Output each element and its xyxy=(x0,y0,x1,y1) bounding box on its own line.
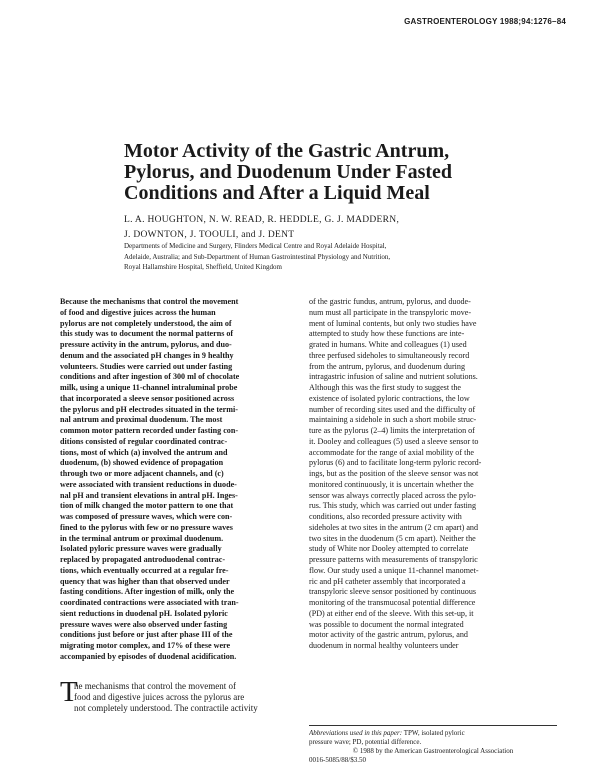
body-line: ric and pH catheter assembly that incorporated a xyxy=(309,576,466,586)
abstract-line: replaced by propagated antroduodenal contrac- xyxy=(60,555,226,564)
body-line: intragastric infusion of saline and nutrient solutions. xyxy=(309,372,478,382)
affiliations xyxy=(124,241,564,273)
abstract-line: through two or more adjacent channels, and (c) xyxy=(60,469,224,478)
abstract-line: tion of milk changed the motor pattern to one that xyxy=(60,501,234,511)
body-line: grated in humans. White and colleagues (1) used xyxy=(309,340,467,349)
body-line: flow. Our study used a unique 11-channel manomet- xyxy=(309,565,479,575)
author-line: J. DOWNTON, J. TOOULI, and J. DENT xyxy=(124,230,295,240)
code-line: 0016-5085/88/$3.50 xyxy=(309,756,366,764)
body-line: it. Dooley and colleagues (5) used a sleeve sensor to xyxy=(309,436,479,446)
abstract-line: that incorporated a sleeve sensor positioned across xyxy=(60,393,235,403)
body-line: was possible to document the normal integrated xyxy=(309,619,464,629)
intro-line: not completely understood. The contractile activity xyxy=(74,703,258,713)
title-line: Pylorus, and Duodenum Under Fasted xyxy=(124,161,453,183)
title-line: Conditions and After a Liquid Meal xyxy=(124,182,430,204)
abstract-line: quency that was higher than that observed under xyxy=(60,576,230,586)
body-line: conditions, also recorded pressure activity with xyxy=(309,512,462,521)
article-title xyxy=(124,141,524,204)
body-line: duodenum in normal healthy volunteers under xyxy=(309,641,459,650)
abstract-line: migrating motor complex, and 17% of these were xyxy=(60,641,231,650)
abstract-line: of food and digestive juices across the human xyxy=(60,307,216,317)
body-line: num must all participate in the transpyloric move- xyxy=(309,307,472,317)
abstract-line: were associated with transient reductions in duode- xyxy=(60,479,237,489)
abstract-line: coordinated contractions were associated with tran- xyxy=(60,598,239,607)
body-line: from the antrum, pylorus, and duodenum during xyxy=(309,361,466,371)
body-line: Although this was the first study to suggest the xyxy=(309,383,461,392)
body-line: ings, but as the position of the sleeve sensor was not xyxy=(309,469,479,478)
footnote xyxy=(309,729,557,765)
abstract-line: pressure waves were also observed under fasting xyxy=(60,619,228,629)
body-line: attempted to study how these functions are inte- xyxy=(309,329,465,339)
abstract-line: fasting conditions. After ingestion of milk, only the xyxy=(60,587,235,597)
body-line: ture as the pylorus (2–4) limits the interpretation of xyxy=(309,426,475,435)
title-line: Motor Activity of the Gastric Antrum, xyxy=(124,140,450,162)
abbreviations-line-2: pressure wave; PD, potential difference. xyxy=(309,738,422,746)
intro-line: he mechanisms that control the movement of xyxy=(74,681,236,691)
body-line: study of White nor Dooley attempted to correlate xyxy=(309,544,469,554)
abstract xyxy=(60,297,308,663)
body-line: ment of luminal contents, but only two studies have xyxy=(309,318,477,328)
abstract-line: accompanied by episodes of duodenal acidification. xyxy=(60,651,237,661)
abbreviations-line xyxy=(309,729,557,738)
body-line: motor activity of the gastric antrum, pylorus, and xyxy=(309,630,468,640)
abstract-line: nal pH and transient elevations in antral pH. Inges- xyxy=(60,490,238,500)
abstract-line: pressure activity in the antrum, pylorus, and duo- xyxy=(60,340,232,349)
body-line: sideholes at two sites in the antrum (2 cm apart) and xyxy=(309,522,479,532)
body-line: monitoring of the transmucosal potential difference xyxy=(309,598,476,607)
abstract-line: volunteers. Studies were carried out under fasting xyxy=(60,361,233,371)
intro-line: food and digestive juices across the pylorus are xyxy=(74,692,245,702)
drop-cap: T xyxy=(60,676,78,708)
abstract-line: ditions consisted of regular coordinated contrac- xyxy=(60,436,228,446)
body-line: existence of isolated pyloric contractions, the low xyxy=(309,393,470,403)
body-line: (PD) at either end of the sleeve. With this set-up, it xyxy=(309,608,474,618)
abstract-line: denum and the associated pH changes in 9 healthy xyxy=(60,350,234,360)
body-line: accommodate for the range of axial mobility of the xyxy=(309,447,474,457)
abstract-line: this study was to document the normal patterns of xyxy=(60,329,234,339)
abstract-line: fined to the pylorus with few or no pressure waves xyxy=(60,522,233,532)
copyright-line: © 1988 by the American Gastroenterological Association xyxy=(352,747,514,755)
abstract-line: conditions and after ingestion of 300 ml of chocolate xyxy=(60,372,240,382)
body-line: transpyloric sleeve sensor positioned by continuous xyxy=(309,587,477,597)
body-line: monitored continuously, it is uncertain whether the xyxy=(309,479,474,489)
abstract-line: tions, most of which (a) involved the antrum and xyxy=(60,447,228,457)
abstract-line: sient reductions in duodenal pH. Isolated pyloric xyxy=(60,608,228,618)
abstract-line: was composed of pressure waves, which were con- xyxy=(60,512,233,521)
abstract-line: Isolated pyloric pressure waves were gradually xyxy=(60,544,222,554)
affiliation-line: Royal Hallamshire Hospital, Sheffield, United Kingdom xyxy=(124,263,282,271)
introduction-text xyxy=(60,676,308,714)
abstract-line: tions, which eventually occurred at a regular fre- xyxy=(60,565,229,575)
footnote-rule xyxy=(309,725,557,726)
abstract-line: duodenum, (b) showed evidence of propagation xyxy=(60,458,224,468)
abstract-line: pylorus are not completely understood, the aim of xyxy=(60,318,232,328)
body-line: of the gastric fundus, antrum, pylorus, and duode- xyxy=(309,297,471,306)
abstract-line: the pylorus and pH electrodes situated in the termi- xyxy=(60,404,238,414)
abstract-line: in the terminal antrum or proximal duodenum. xyxy=(60,533,224,543)
author-line: L. A. HOUGHTON, N. W. READ, R. HEDDLE, G. J. MADDERN, xyxy=(124,215,400,225)
abstract-line: Because the mechanisms that control the movement xyxy=(60,297,239,306)
body-text-right-column xyxy=(309,297,557,652)
affiliation-line: Departments of Medicine and Surgery, Flinders Medical Centre and Royal Adelaide Hospital, xyxy=(124,242,387,250)
body-line: rus. This study, which was carried out under fasting xyxy=(309,501,477,511)
abstract-line: conditions just before or just after phase III of the xyxy=(60,630,233,640)
affiliation-line: Adelaide, Australia; and Sub-Department of Human Gastrointestinal Physiology and Nutrition, xyxy=(124,252,391,261)
body-line: pylorus (6) and to facilitate long-term pyloric record- xyxy=(309,458,482,468)
abbreviations-label: Abbreviations used in this paper: xyxy=(309,729,403,737)
body-line: pressure patterns with measurements of transpyloric xyxy=(309,555,478,564)
body-line: two sites in the duodenum (5 cm apart). Neither the xyxy=(309,533,476,543)
body-line: maintaining a sidehole in such a short mobile struc- xyxy=(309,415,477,425)
journal-header: GASTROENTEROLOGY 1988;94:1276–84 xyxy=(404,17,566,26)
abstract-line: milk, using a unique 11-channel intraluminal probe xyxy=(60,383,238,392)
author-list xyxy=(124,213,564,243)
body-line: three perfused sideholes to simultaneously record xyxy=(309,350,470,360)
body-line: sensor was always correctly placed across the pylo- xyxy=(309,490,476,500)
body-line: number of recording sites used and the difficulty of xyxy=(309,404,476,414)
abstract-line: nal antrum and proximal duodenum. The most xyxy=(60,415,223,425)
abbreviations-text: TPW, isolated pyloric xyxy=(402,729,465,737)
abstract-line: common motor pattern recorded under fasting con- xyxy=(60,426,239,435)
